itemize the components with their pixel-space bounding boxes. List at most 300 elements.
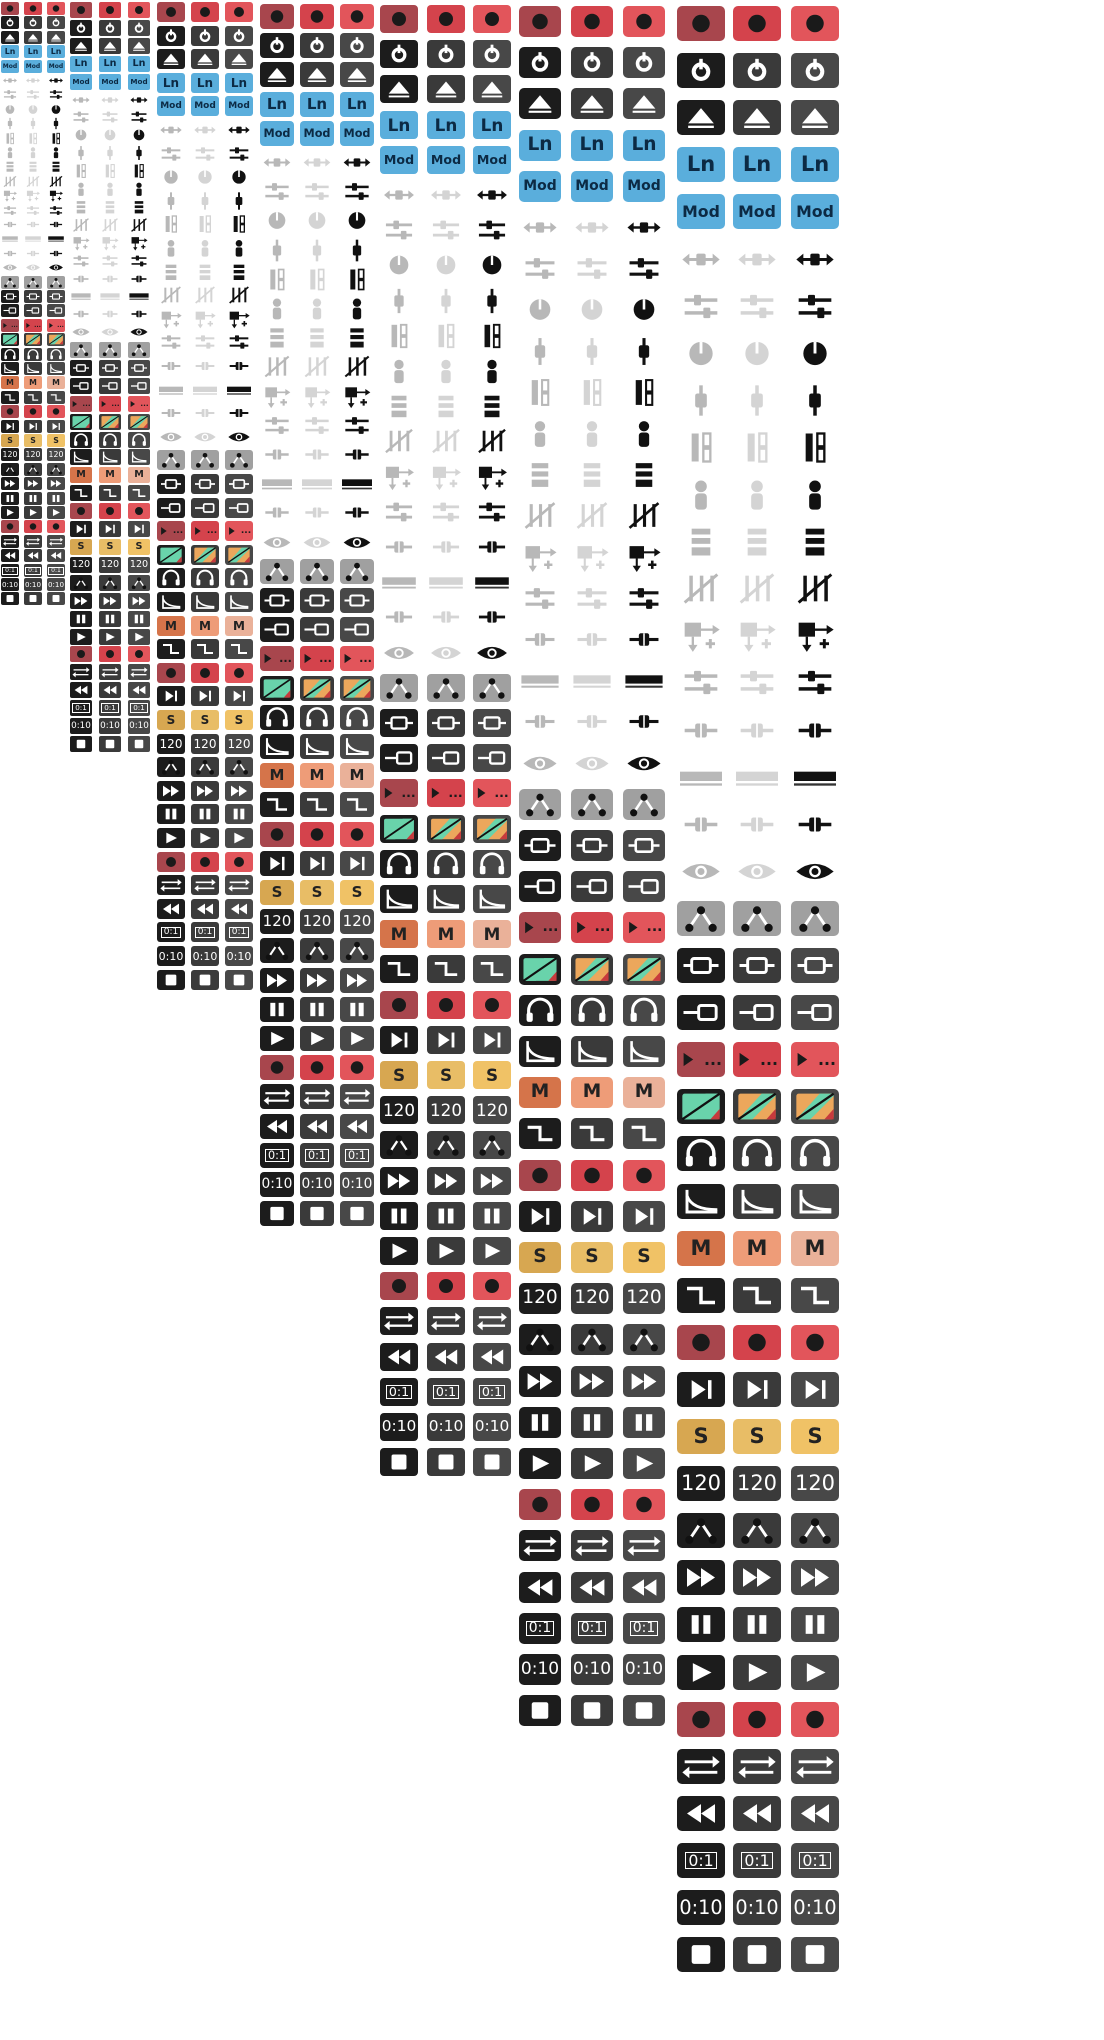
vertical-fader-icon[interactable] — [47, 117, 65, 130]
step-icon[interactable] — [191, 639, 219, 659]
node-icon[interactable] — [473, 674, 511, 702]
ln-text-icon[interactable] — [791, 147, 839, 182]
mute-text-icon[interactable] — [70, 467, 92, 483]
swap-icon[interactable] — [191, 875, 219, 895]
strip-icon[interactable] — [24, 232, 42, 245]
power-icon[interactable] — [47, 16, 65, 29]
ratio-text-icon[interactable] — [791, 1843, 839, 1878]
box-line-icon[interactable] — [99, 360, 121, 376]
more-icon[interactable] — [24, 319, 42, 332]
headphones-icon[interactable] — [24, 348, 42, 361]
person-icon[interactable] — [791, 477, 839, 512]
knob-icon[interactable] — [24, 103, 42, 116]
pause-icon[interactable] — [225, 804, 253, 824]
record-icon[interactable] — [300, 822, 334, 847]
tempo-text-icon[interactable] — [791, 1466, 839, 1501]
meter-icon[interactable] — [340, 267, 374, 292]
mute-text-icon[interactable] — [300, 763, 334, 788]
node-icon[interactable] — [1, 276, 19, 289]
meter-icon[interactable] — [260, 267, 294, 292]
solo-text-icon[interactable] — [1, 434, 19, 447]
record-icon[interactable] — [380, 991, 418, 1019]
mute-text-icon[interactable] — [191, 616, 219, 636]
strip-icon[interactable] — [260, 471, 294, 496]
record-icon[interactable] — [1, 2, 19, 15]
crossed-faders-icon[interactable] — [47, 175, 65, 188]
node-icon[interactable] — [99, 342, 121, 358]
node-icon[interactable] — [260, 559, 294, 584]
tempo-text-icon[interactable] — [70, 557, 92, 573]
box-end-icon[interactable] — [70, 378, 92, 394]
record-icon[interactable] — [733, 1325, 781, 1360]
ratio-text-icon[interactable] — [260, 1143, 294, 1168]
box-line-icon[interactable] — [340, 588, 374, 613]
fast-forward-icon[interactable] — [260, 968, 294, 993]
box-end-icon[interactable] — [677, 995, 725, 1030]
box-line-icon[interactable] — [300, 588, 334, 613]
stack-icon[interactable] — [225, 262, 253, 282]
person-icon[interactable] — [623, 418, 665, 449]
meter-icon[interactable] — [225, 214, 253, 234]
mod-text-icon[interactable] — [191, 96, 219, 116]
skip-icon[interactable] — [340, 851, 374, 876]
record-icon[interactable] — [225, 852, 253, 872]
add-route-icon[interactable] — [47, 189, 65, 202]
add-route-icon[interactable] — [427, 463, 465, 491]
resize-horizontal-icon[interactable] — [571, 212, 613, 243]
headphones-icon[interactable] — [733, 1136, 781, 1171]
ratio-text-icon[interactable] — [1, 564, 19, 577]
fast-forward-icon[interactable] — [70, 593, 92, 609]
power-icon[interactable] — [473, 40, 511, 68]
eject-icon[interactable] — [380, 75, 418, 103]
person-icon[interactable] — [300, 296, 334, 321]
time-text-icon[interactable] — [733, 1890, 781, 1925]
tempo-text-icon[interactable] — [677, 1466, 725, 1501]
knob-icon[interactable] — [427, 251, 465, 279]
node-icon[interactable] — [70, 575, 92, 591]
rewind-icon[interactable] — [571, 1572, 613, 1603]
mod-text-icon[interactable] — [733, 194, 781, 229]
strip-icon[interactable] — [191, 380, 219, 400]
meter-icon[interactable] — [300, 267, 334, 292]
double-fader-icon[interactable] — [380, 498, 418, 526]
crossed-faders-icon[interactable] — [427, 427, 465, 455]
box-line-icon[interactable] — [191, 474, 219, 494]
rewind-icon[interactable] — [1, 549, 19, 562]
mute-text-icon[interactable] — [677, 1231, 725, 1266]
box-line-icon[interactable] — [157, 474, 185, 494]
double-fader-icon[interactable] — [260, 413, 294, 438]
stripe-icon[interactable] — [427, 815, 465, 843]
double-fader-icon[interactable] — [733, 289, 781, 324]
box-end-icon[interactable] — [623, 871, 665, 902]
vertical-fader-icon[interactable] — [571, 336, 613, 367]
solo-text-icon[interactable] — [519, 1242, 561, 1273]
headphones-icon[interactable] — [380, 850, 418, 878]
step-icon[interactable] — [473, 955, 511, 983]
person-icon[interactable] — [427, 357, 465, 385]
double-fader-icon[interactable] — [128, 109, 150, 125]
fader-icon[interactable] — [70, 271, 92, 287]
tempo-text-icon[interactable] — [519, 1283, 561, 1314]
stop-icon[interactable] — [571, 1695, 613, 1726]
curve-icon[interactable] — [571, 1036, 613, 1067]
resize-horizontal-icon[interactable] — [99, 92, 121, 108]
add-route-icon[interactable] — [340, 384, 374, 409]
record-icon[interactable] — [47, 520, 65, 533]
fast-forward-icon[interactable] — [427, 1167, 465, 1195]
headphones-icon[interactable] — [260, 705, 294, 730]
knob-icon[interactable] — [571, 294, 613, 325]
record-icon[interactable] — [571, 1489, 613, 1520]
fast-forward-icon[interactable] — [571, 1366, 613, 1397]
time-text-icon[interactable] — [340, 1172, 374, 1197]
node-icon[interactable] — [677, 901, 725, 936]
rewind-icon[interactable] — [225, 899, 253, 919]
step-icon[interactable] — [791, 1278, 839, 1313]
mute-text-icon[interactable] — [427, 920, 465, 948]
fader-icon[interactable] — [623, 706, 665, 737]
time-text-icon[interactable] — [380, 1413, 418, 1441]
vertical-fader-icon[interactable] — [1, 117, 19, 130]
node-icon[interactable] — [260, 938, 294, 963]
fader-icon[interactable] — [380, 533, 418, 561]
curve-icon[interactable] — [260, 734, 294, 759]
meter-icon[interactable] — [427, 322, 465, 350]
curve-icon[interactable] — [225, 592, 253, 612]
vertical-fader-icon[interactable] — [24, 117, 42, 130]
double-fader-icon[interactable] — [99, 109, 121, 125]
curve-icon[interactable] — [473, 885, 511, 913]
record-icon[interactable] — [128, 646, 150, 662]
more-icon[interactable] — [733, 1042, 781, 1077]
stripe-icon[interactable] — [225, 545, 253, 565]
time-text-icon[interactable] — [225, 946, 253, 966]
record-icon[interactable] — [24, 405, 42, 418]
fader-icon[interactable] — [677, 713, 725, 748]
mod-text-icon[interactable] — [519, 171, 561, 202]
strip-icon[interactable] — [340, 471, 374, 496]
power-icon[interactable] — [340, 33, 374, 58]
rewind-icon[interactable] — [380, 1343, 418, 1371]
tempo-text-icon[interactable] — [47, 448, 65, 461]
box-end-icon[interactable] — [300, 617, 334, 642]
fader-icon[interactable] — [99, 306, 121, 322]
add-route-icon[interactable] — [300, 384, 334, 409]
add-route-icon[interactable] — [260, 384, 294, 409]
double-fader-icon[interactable] — [677, 289, 725, 324]
mod-text-icon[interactable] — [427, 146, 465, 174]
strip-icon[interactable] — [427, 568, 465, 596]
crossed-faders-icon[interactable] — [99, 217, 121, 233]
power-icon[interactable] — [1, 16, 19, 29]
tempo-text-icon[interactable] — [260, 909, 294, 934]
mod-text-icon[interactable] — [340, 121, 374, 146]
eject-icon[interactable] — [300, 62, 334, 87]
mod-text-icon[interactable] — [1, 60, 19, 73]
eject-icon[interactable] — [99, 38, 121, 54]
double-fader-icon[interactable] — [623, 583, 665, 614]
meter-icon[interactable] — [24, 132, 42, 145]
ratio-text-icon[interactable] — [128, 700, 150, 716]
fader-icon[interactable] — [1, 247, 19, 260]
ln-text-icon[interactable] — [677, 147, 725, 182]
box-end-icon[interactable] — [571, 871, 613, 902]
more-icon[interactable] — [300, 646, 334, 671]
swap-icon[interactable] — [225, 875, 253, 895]
curve-icon[interactable] — [99, 449, 121, 465]
time-text-icon[interactable] — [128, 718, 150, 734]
more-icon[interactable] — [70, 396, 92, 412]
step-icon[interactable] — [128, 485, 150, 501]
tempo-text-icon[interactable] — [380, 1096, 418, 1124]
mute-text-icon[interactable] — [571, 1077, 613, 1108]
eye-icon[interactable] — [47, 261, 65, 274]
more-icon[interactable] — [623, 912, 665, 943]
skip-icon[interactable] — [47, 420, 65, 433]
play-icon[interactable] — [791, 1655, 839, 1690]
strip-icon[interactable] — [519, 665, 561, 696]
step-icon[interactable] — [260, 792, 294, 817]
stack-icon[interactable] — [1, 160, 19, 173]
vertical-fader-icon[interactable] — [300, 238, 334, 263]
pause-icon[interactable] — [70, 611, 92, 627]
curve-icon[interactable] — [1, 362, 19, 375]
knob-icon[interactable] — [1, 103, 19, 116]
node-icon[interactable] — [427, 1131, 465, 1159]
rewind-icon[interactable] — [473, 1343, 511, 1371]
crossed-faders-icon[interactable] — [1, 175, 19, 188]
ratio-text-icon[interactable] — [99, 700, 121, 716]
stack-icon[interactable] — [260, 325, 294, 350]
pause-icon[interactable] — [128, 611, 150, 627]
node-icon[interactable] — [157, 757, 185, 777]
add-route-icon[interactable] — [733, 618, 781, 653]
knob-icon[interactable] — [128, 127, 150, 143]
fast-forward-icon[interactable] — [128, 593, 150, 609]
fast-forward-icon[interactable] — [733, 1560, 781, 1595]
node-icon[interactable] — [24, 276, 42, 289]
add-route-icon[interactable] — [519, 542, 561, 573]
mod-text-icon[interactable] — [99, 74, 121, 90]
double-fader-icon[interactable] — [260, 179, 294, 204]
eject-icon[interactable] — [677, 100, 725, 135]
strip-icon[interactable] — [1, 232, 19, 245]
fader-icon[interactable] — [623, 624, 665, 655]
record-icon[interactable] — [99, 646, 121, 662]
eye-icon[interactable] — [225, 427, 253, 447]
double-fader-icon[interactable] — [340, 179, 374, 204]
fader-icon[interactable] — [225, 356, 253, 376]
add-route-icon[interactable] — [677, 618, 725, 653]
fader-icon[interactable] — [99, 271, 121, 287]
skip-icon[interactable] — [300, 851, 334, 876]
record-icon[interactable] — [427, 5, 465, 33]
node-icon[interactable] — [340, 938, 374, 963]
play-icon[interactable] — [427, 1237, 465, 1265]
node-icon[interactable] — [191, 450, 219, 470]
stop-icon[interactable] — [677, 1937, 725, 1972]
double-fader-icon[interactable] — [571, 253, 613, 284]
time-text-icon[interactable] — [1, 578, 19, 591]
tempo-text-icon[interactable] — [571, 1283, 613, 1314]
node-icon[interactable] — [128, 342, 150, 358]
fader-icon[interactable] — [225, 403, 253, 423]
double-fader-icon[interactable] — [623, 253, 665, 284]
power-icon[interactable] — [24, 16, 42, 29]
mod-text-icon[interactable] — [623, 171, 665, 202]
eject-icon[interactable] — [24, 31, 42, 44]
ratio-text-icon[interactable] — [623, 1613, 665, 1644]
curve-icon[interactable] — [157, 592, 185, 612]
stripe-icon[interactable] — [380, 815, 418, 843]
resize-horizontal-icon[interactable] — [1, 74, 19, 87]
stop-icon[interactable] — [70, 736, 92, 752]
play-icon[interactable] — [340, 1026, 374, 1051]
ln-text-icon[interactable] — [157, 73, 185, 93]
crossed-faders-icon[interactable] — [791, 571, 839, 606]
fader-icon[interactable] — [473, 533, 511, 561]
resize-horizontal-icon[interactable] — [519, 212, 561, 243]
solo-text-icon[interactable] — [225, 710, 253, 730]
stripe-icon[interactable] — [519, 954, 561, 985]
resize-horizontal-icon[interactable] — [380, 181, 418, 209]
stripe-icon[interactable] — [733, 1089, 781, 1124]
stack-icon[interactable] — [191, 262, 219, 282]
record-icon[interactable] — [70, 503, 92, 519]
more-icon[interactable] — [427, 779, 465, 807]
rewind-icon[interactable] — [157, 899, 185, 919]
resize-horizontal-icon[interactable] — [427, 181, 465, 209]
pause-icon[interactable] — [260, 997, 294, 1022]
stripe-icon[interactable] — [128, 414, 150, 430]
pause-icon[interactable] — [300, 997, 334, 1022]
mod-text-icon[interactable] — [47, 60, 65, 73]
box-line-icon[interactable] — [791, 948, 839, 983]
box-line-icon[interactable] — [473, 709, 511, 737]
double-fader-icon[interactable] — [380, 216, 418, 244]
node-icon[interactable] — [791, 901, 839, 936]
mute-text-icon[interactable] — [24, 376, 42, 389]
power-icon[interactable] — [70, 20, 92, 36]
fast-forward-icon[interactable] — [24, 477, 42, 490]
crossed-faders-icon[interactable] — [623, 500, 665, 531]
meter-icon[interactable] — [473, 322, 511, 350]
power-icon[interactable] — [571, 47, 613, 78]
person-icon[interactable] — [571, 418, 613, 449]
mute-text-icon[interactable] — [733, 1231, 781, 1266]
power-icon[interactable] — [300, 33, 334, 58]
vertical-fader-icon[interactable] — [677, 383, 725, 418]
node-icon[interactable] — [519, 1324, 561, 1355]
ratio-text-icon[interactable] — [677, 1843, 725, 1878]
eye-icon[interactable] — [70, 324, 92, 340]
add-route-icon[interactable] — [225, 309, 253, 329]
power-icon[interactable] — [427, 40, 465, 68]
solo-text-icon[interactable] — [99, 539, 121, 555]
double-fader-icon[interactable] — [473, 498, 511, 526]
double-fader-icon[interactable] — [1, 204, 19, 217]
vertical-fader-icon[interactable] — [70, 145, 92, 161]
eject-icon[interactable] — [427, 75, 465, 103]
box-line-icon[interactable] — [380, 709, 418, 737]
record-icon[interactable] — [1, 520, 19, 533]
eye-icon[interactable] — [191, 427, 219, 447]
record-icon[interactable] — [260, 822, 294, 847]
rewind-icon[interactable] — [519, 1572, 561, 1603]
box-line-icon[interactable] — [519, 830, 561, 861]
fader-icon[interactable] — [128, 306, 150, 322]
record-icon[interactable] — [623, 6, 665, 37]
vertical-fader-icon[interactable] — [380, 287, 418, 315]
add-route-icon[interactable] — [473, 463, 511, 491]
knob-icon[interactable] — [157, 167, 185, 187]
node-icon[interactable] — [191, 757, 219, 777]
double-fader-icon[interactable] — [157, 332, 185, 352]
fader-icon[interactable] — [733, 807, 781, 842]
node-icon[interactable] — [225, 757, 253, 777]
record-icon[interactable] — [623, 1160, 665, 1191]
headphones-icon[interactable] — [519, 995, 561, 1026]
curve-icon[interactable] — [300, 734, 334, 759]
swap-icon[interactable] — [571, 1530, 613, 1561]
resize-horizontal-icon[interactable] — [677, 242, 725, 277]
record-icon[interactable] — [791, 6, 839, 41]
mod-text-icon[interactable] — [70, 74, 92, 90]
tempo-text-icon[interactable] — [99, 557, 121, 573]
ln-text-icon[interactable] — [623, 130, 665, 161]
double-fader-icon[interactable] — [225, 332, 253, 352]
record-icon[interactable] — [99, 503, 121, 519]
pause-icon[interactable] — [157, 804, 185, 824]
stack-icon[interactable] — [623, 459, 665, 490]
step-icon[interactable] — [47, 391, 65, 404]
power-icon[interactable] — [157, 26, 185, 46]
skip-icon[interactable] — [427, 1026, 465, 1054]
ratio-text-icon[interactable] — [300, 1143, 334, 1168]
node-icon[interactable] — [519, 789, 561, 820]
knob-icon[interactable] — [623, 294, 665, 325]
skip-icon[interactable] — [260, 851, 294, 876]
curve-icon[interactable] — [623, 1036, 665, 1067]
play-icon[interactable] — [260, 1026, 294, 1051]
record-icon[interactable] — [99, 2, 121, 18]
record-icon[interactable] — [70, 2, 92, 18]
tempo-text-icon[interactable] — [24, 448, 42, 461]
more-icon[interactable] — [191, 521, 219, 541]
knob-icon[interactable] — [260, 208, 294, 233]
vertical-fader-icon[interactable] — [157, 191, 185, 211]
meter-icon[interactable] — [128, 163, 150, 179]
step-icon[interactable] — [519, 1118, 561, 1149]
strip-icon[interactable] — [157, 380, 185, 400]
box-end-icon[interactable] — [191, 498, 219, 518]
curve-icon[interactable] — [519, 1036, 561, 1067]
node-icon[interactable] — [473, 1131, 511, 1159]
crossed-faders-icon[interactable] — [733, 571, 781, 606]
skip-icon[interactable] — [571, 1201, 613, 1232]
mute-text-icon[interactable] — [225, 616, 253, 636]
more-icon[interactable] — [157, 521, 185, 541]
skip-icon[interactable] — [1, 420, 19, 433]
eject-icon[interactable] — [733, 100, 781, 135]
eye-icon[interactable] — [677, 854, 725, 889]
rewind-icon[interactable] — [128, 682, 150, 698]
stack-icon[interactable] — [791, 524, 839, 559]
fast-forward-icon[interactable] — [340, 968, 374, 993]
rewind-icon[interactable] — [70, 682, 92, 698]
